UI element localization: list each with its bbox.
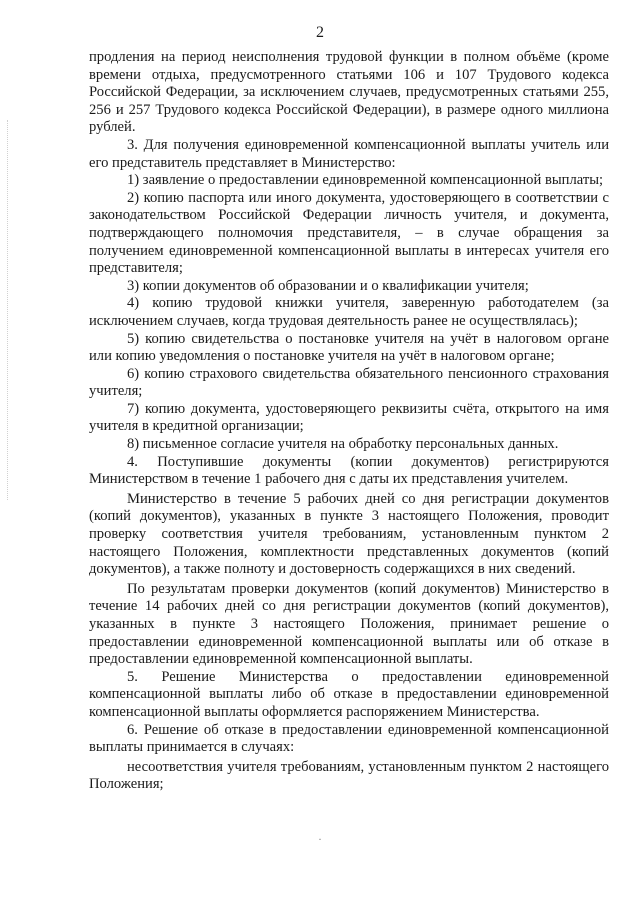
paragraph-decision: По результатам проверки документов (копий документов) Министерство в течение 14 рабочих дней со дня регистрации документов (копий документов), указанных в пункте 3 настоящего Положения, принимает решение о предоставлении единовременной компенсационной выплаты или об отказе в предоставлении единовременной компенсационной выплаты. [89, 580, 609, 668]
page-number: 2 [316, 24, 324, 41]
paragraph-continuation: продления на период неисполнения трудовой функции в полном объёме (кроме времени отдыха, предусмотренного статьями 106 и 107 Трудового кодекса Российской Федерации, за исключением случаев, предусмотренных статьями 255, 256 и 257 Трудового кодекса Российской Федерации), в размере одного миллиона рублей. [89, 49, 609, 136]
paragraph-item-3: 3. Для получения единовременной компенсационной выплаты учитель или его представитель представляет в Министерство: [89, 136, 609, 171]
list-item-4: 4) копию трудовой книжки учителя, заверенную работодателем (за исключением случаев, когда трудовая деятельность ранее не осуществлялась); [89, 295, 609, 329]
list-item-7: 7) копию документа, удостоверяющего реквизиты счёта, открытого на имя учителя в кредитной организации; [89, 400, 609, 435]
list-item-2: 2) копию паспорта или иного документа, удостоверяющего в соответствии с законодательством Российской Федерации личность учителя, и документа, подтверждающего полномочия представителя, – в случае обращения за получением единовременной компенсационной выплаты в интересах учителя его представителя; [89, 189, 609, 277]
paragraph-item-4: 4. Поступившие документы (копии документов) регистрируются Министерством в течение 1 рабочего дня с даты их представления учителем. [89, 453, 609, 488]
list-item-3: 3) копии документов об образовании и о квалификации учителя; [127, 277, 529, 294]
refusal-case-1: несоответствия учителя требованиям, установленным пунктом 2 настоящего Положения; [89, 758, 609, 793]
list-item-6: 6) копию страхового свидетельства обязательного пенсионного страхования учителя; [89, 365, 609, 400]
list-item-8: 8) письменное согласие учителя на обработку персональных данных. [127, 436, 559, 453]
scan-artifact-dot: · [318, 832, 322, 846]
paragraph-item-5: 5. Решение Министерства о предоставлении единовременной компенсационной выплаты либо об отказе в предоставлении единовременной компенсационной выплаты оформляется распоряжением Министерства. [89, 668, 609, 720]
paragraph-item-6: 6. Решение об отказе в предоставлении единовременной компенсационной выплаты принимается в случаях: [89, 721, 609, 756]
margin-punch-marks [7, 120, 10, 500]
list-item-5: 5) копию свидетельства о постановке учителя на учёт в налоговом органе или копию уведомления о постановке учителя на учёт в налоговом органе; [89, 330, 609, 365]
paragraph-verification: Министерство в течение 5 рабочих дней со дня регистрации документов (копий документов), указанных в пункте 3 настоящего Положения, проводит проверку соответствия учителя требованиям, установленным пунктом 2 настоящего Положения, комплектности представленных документов (копий документов), а также полноту и достоверность содержащихся в них сведений. [89, 490, 609, 578]
document-body [89, 49, 609, 794]
list-item-1: 1) заявление о предоставлении единовременной компенсационной выплаты; [127, 172, 604, 189]
